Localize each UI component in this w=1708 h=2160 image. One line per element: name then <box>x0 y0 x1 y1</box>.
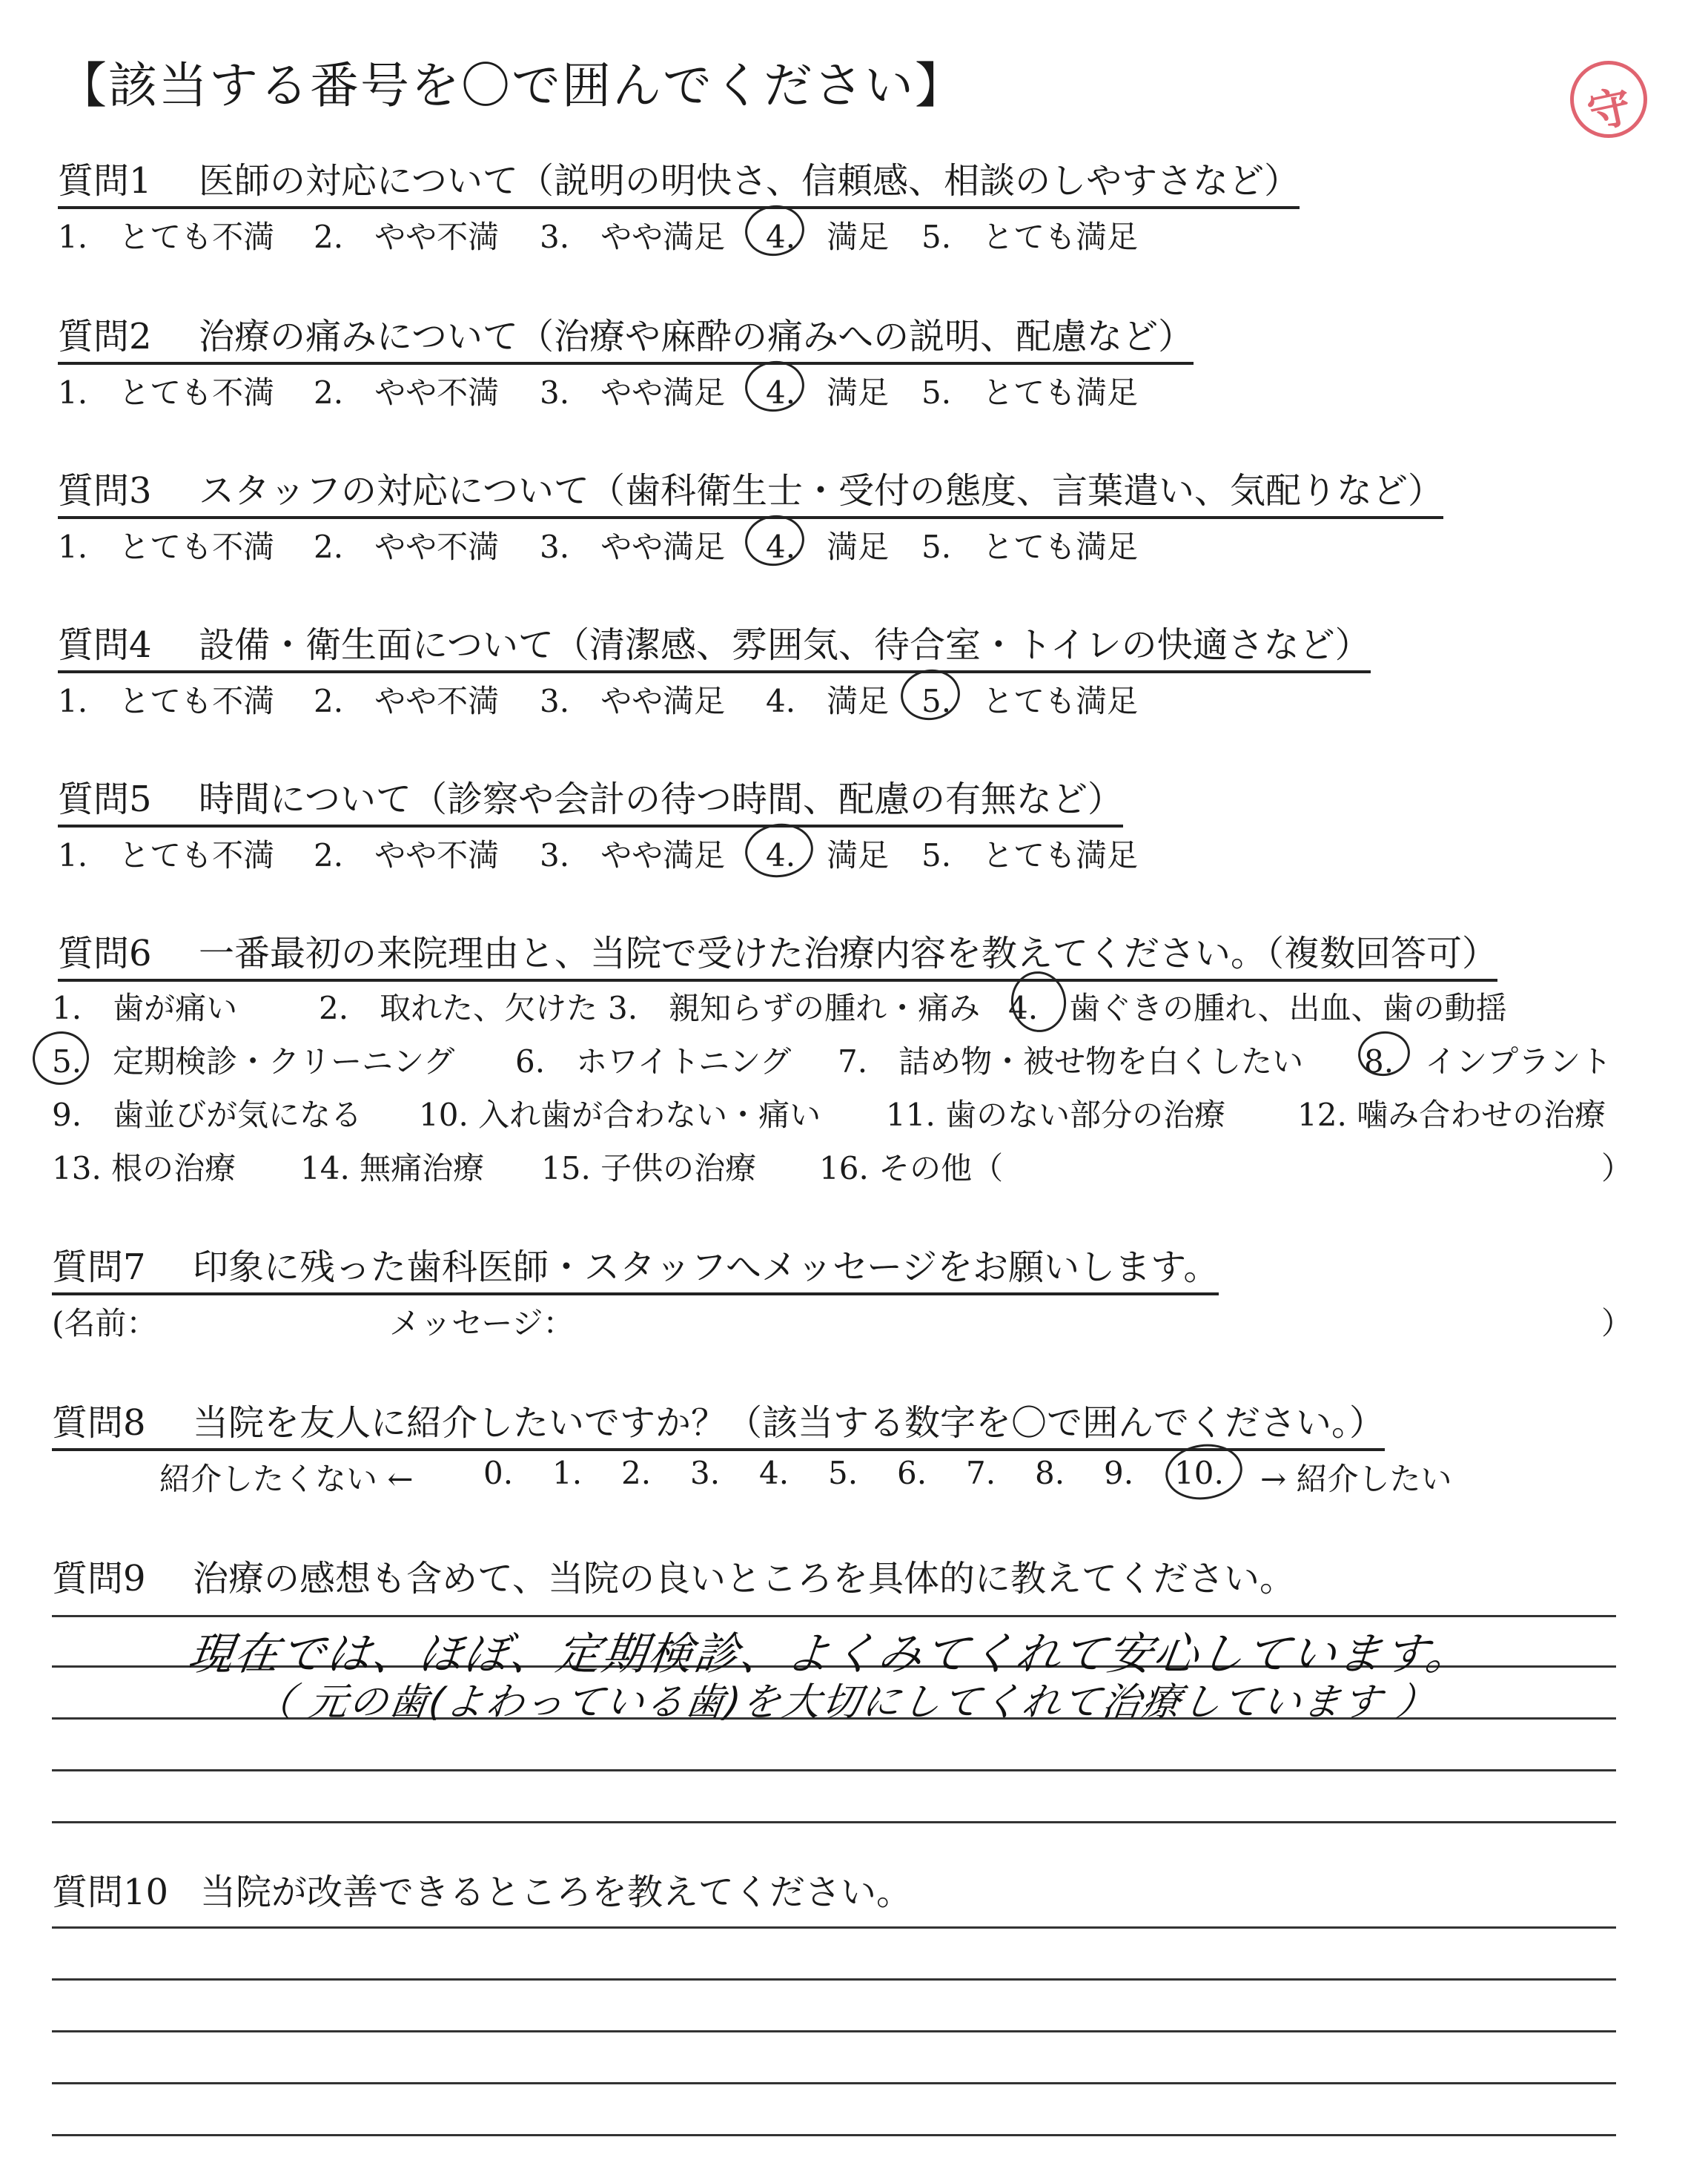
q5-option-5[interactable]: 5. とても満足 <box>921 837 1139 873</box>
q8-title <box>52 1394 1385 1451</box>
q6-option-7[interactable]: 7. 詰め物・被せ物を白くしたい <box>838 1043 1304 1080</box>
q6-option-5[interactable]: 5. 定期検診・クリーニング <box>52 1043 455 1080</box>
q6-option-16[interactable]: 16. その他（ <box>819 1150 1004 1186</box>
q5-text: 時間について（診察や会計の待つ時間、配慮の有無など） <box>199 779 1124 820</box>
q9-handwritten-answer-line-1: 現在では、ほぼ、定期検診、よくみてくれて安心しています。 <box>185 1628 1476 1680</box>
q2-option-4[interactable]: 4. 満足 <box>766 374 890 411</box>
q6-option-3[interactable]: 3. 親知らずの腫れ・痛み <box>608 990 981 1026</box>
q3-option-5[interactable]: 5. とても満足 <box>921 529 1139 565</box>
q5-title <box>58 770 1123 828</box>
q6-option-9[interactable]: 9. 歯並びが気になる <box>52 1097 363 1133</box>
q1-option-3[interactable]: 3. やや満足 <box>540 219 726 255</box>
q9-answer-line <box>52 1769 1616 1771</box>
q6-options-row-4 <box>52 1144 1633 1189</box>
q10-answer-line <box>52 1978 1616 1981</box>
q5-option-1[interactable]: 1. とても不満 <box>58 837 275 873</box>
q7-fields <box>52 1299 1633 1344</box>
q2-title <box>58 308 1194 365</box>
q6-option-10[interactable]: 10. 入れ歯が合わない・痛い <box>419 1097 821 1133</box>
q4-option-2[interactable]: 2. やや不満 <box>314 683 500 719</box>
q7-message-label: メッセージ： <box>389 1305 575 1341</box>
q8-scale-8[interactable]: 8. <box>1035 1455 1065 1491</box>
q4-option-5[interactable]: 5. とても満足 <box>921 683 1139 719</box>
q6-option-15[interactable]: 15. 子供の治療 <box>541 1150 757 1186</box>
q2-text: 治療の痛みについて（治療や麻酔の痛みへの説明、配慮など） <box>199 316 1194 357</box>
q8-right-label: → 紹介したい <box>1260 1461 1452 1497</box>
q7-text: 印象に残った歯科医師・スタッフへメッセージをお願いします。 <box>193 1246 1219 1288</box>
stamp-seal <box>1570 61 1647 138</box>
q8-scale-2[interactable]: 2. <box>621 1455 652 1491</box>
q6-option-4[interactable]: 4. 歯ぐきの腫れ、出血、歯の動揺 <box>1008 990 1507 1026</box>
q2-option-1[interactable]: 1. とても不満 <box>58 374 275 411</box>
q4-title <box>58 616 1371 673</box>
q3-option-3[interactable]: 3. やや満足 <box>540 529 726 565</box>
q6-option-6[interactable]: 6. ホワイトニング <box>515 1043 792 1080</box>
q1-options <box>58 213 1244 257</box>
form-header: 【該当する番号を〇で囲んでください】 <box>58 57 965 114</box>
q3-option-2[interactable]: 2. やや不満 <box>314 529 500 565</box>
q8-scale-10[interactable]: 10. <box>1174 1455 1224 1491</box>
q6-option-14[interactable]: 14. 無痛治療 <box>300 1150 485 1186</box>
q2-option-3[interactable]: 3. やや満足 <box>540 374 726 411</box>
q6-option-2[interactable]: 2. 取れた、欠けた <box>319 990 598 1026</box>
q10-answer-line <box>52 1926 1616 1929</box>
q6-option-1[interactable]: 1. 歯が痛い <box>52 990 238 1026</box>
q6-other-close-paren: ） <box>1601 1150 1633 1186</box>
q10-answer-line <box>52 2134 1616 2136</box>
q8-text: 当院を友人に紹介したいですか？（該当する数字を〇で囲んでください。） <box>193 1402 1386 1444</box>
q4-option-4[interactable]: 4. 満足 <box>766 683 890 719</box>
q7-name-label: (名前： <box>52 1305 158 1341</box>
q5-number: 質問5 <box>58 779 152 820</box>
q3-title <box>58 462 1443 519</box>
q2-option-5[interactable]: 5. とても満足 <box>921 374 1139 411</box>
q10-text: 当院が改善できるところを教えてください。 <box>200 1872 913 1913</box>
q2-option-2[interactable]: 2. やや不満 <box>314 374 500 411</box>
q4-option-3[interactable]: 3. やや満足 <box>540 683 726 719</box>
q1-text: 医師の対応について（説明の明快さ、信頼感、相談のしやすさなど） <box>199 160 1300 202</box>
q8-scale <box>52 1455 1616 1499</box>
q4-option-1[interactable]: 1. とても不満 <box>58 683 275 719</box>
q9-title <box>52 1550 1295 1604</box>
q6-text: 一番最初の来院理由と、当院で受けた治療内容を教えてください。（複数回答可） <box>199 933 1498 974</box>
q6-options-row-3 <box>52 1091 1616 1135</box>
q10-answer-line <box>52 2030 1616 2032</box>
q3-number: 質問3 <box>58 470 152 512</box>
q1-option-1[interactable]: 1. とても不満 <box>58 219 275 255</box>
q9-answer-line <box>52 1821 1616 1823</box>
q4-text: 設備・衛生面について（清潔感、雰囲気、待合室・トイレの快適さなど） <box>199 624 1371 666</box>
q8-scale-4[interactable]: 4. <box>759 1455 790 1491</box>
q8-scale-9[interactable]: 9. <box>1104 1455 1134 1491</box>
q7-number: 質問7 <box>52 1246 146 1288</box>
q8-number: 質問8 <box>52 1402 146 1444</box>
q10-answer-line <box>52 2082 1616 2084</box>
q6-option-12[interactable]: 12. 噛み合わせの治療 <box>1297 1097 1606 1133</box>
q8-scale-3[interactable]: 3. <box>690 1455 721 1491</box>
q9-text: 治療の感想も含めて、当院の良いところを具体的に教えてください。 <box>193 1558 1296 1599</box>
q4-number: 質問4 <box>58 624 152 666</box>
q3-option-4[interactable]: 4. 満足 <box>766 529 890 565</box>
q5-option-4[interactable]: 4. 満足 <box>766 837 890 873</box>
q6-option-13[interactable]: 13. 根の治療 <box>52 1150 236 1186</box>
q8-left-label: 紹介したくない ← <box>159 1461 414 1497</box>
q8-scale-5[interactable]: 5. <box>828 1455 858 1491</box>
q7-close-paren: ） <box>1601 1305 1633 1341</box>
q1-option-4[interactable]: 4. 満足 <box>766 219 890 255</box>
q3-option-1[interactable]: 1. とても不満 <box>58 529 275 565</box>
q2-number: 質問2 <box>58 316 152 357</box>
q1-number: 質問1 <box>58 160 152 202</box>
q10-number: 質問10 <box>52 1872 169 1913</box>
q6-number: 質問6 <box>58 933 152 974</box>
q8-scale-6[interactable]: 6. <box>897 1455 927 1491</box>
q1-option-2[interactable]: 2. やや不満 <box>314 219 500 255</box>
q6-option-8[interactable]: 8. インプラント <box>1364 1043 1612 1080</box>
q5-option-2[interactable]: 2. やや不満 <box>314 837 500 873</box>
q5-options <box>58 831 1244 876</box>
q6-title <box>58 925 1497 982</box>
q9-answer-line <box>52 1615 1616 1617</box>
q2-options <box>58 369 1244 413</box>
q1-title <box>58 152 1300 209</box>
q8-scale-7[interactable]: 7. <box>966 1455 996 1491</box>
q1-option-5[interactable]: 5. とても満足 <box>921 219 1139 255</box>
q9-number: 質問9 <box>52 1558 146 1599</box>
q8-scale-1[interactable]: 1. <box>552 1455 583 1491</box>
stamp-seal-text: 守 <box>1583 80 1636 139</box>
q4-options <box>58 677 1244 721</box>
q9-handwritten-answer-line-2: （ 元の歯(よわっている歯)を大切にしてくれて治療しています ） <box>252 1680 1440 1725</box>
q8-scale-0[interactable]: 0. <box>483 1455 514 1491</box>
q6-option-11[interactable]: 11. 歯のない部分の治療 <box>886 1097 1226 1133</box>
q10-title <box>52 1863 912 1918</box>
q5-option-3[interactable]: 3. やや満足 <box>540 837 726 873</box>
q3-text: スタッフの対応について（歯科衛生士・受付の態度、言葉遣い、気配りなど） <box>199 470 1444 512</box>
q7-title <box>52 1238 1219 1295</box>
q6-options-row-1 <box>52 984 1616 1028</box>
q3-options <box>58 523 1244 567</box>
